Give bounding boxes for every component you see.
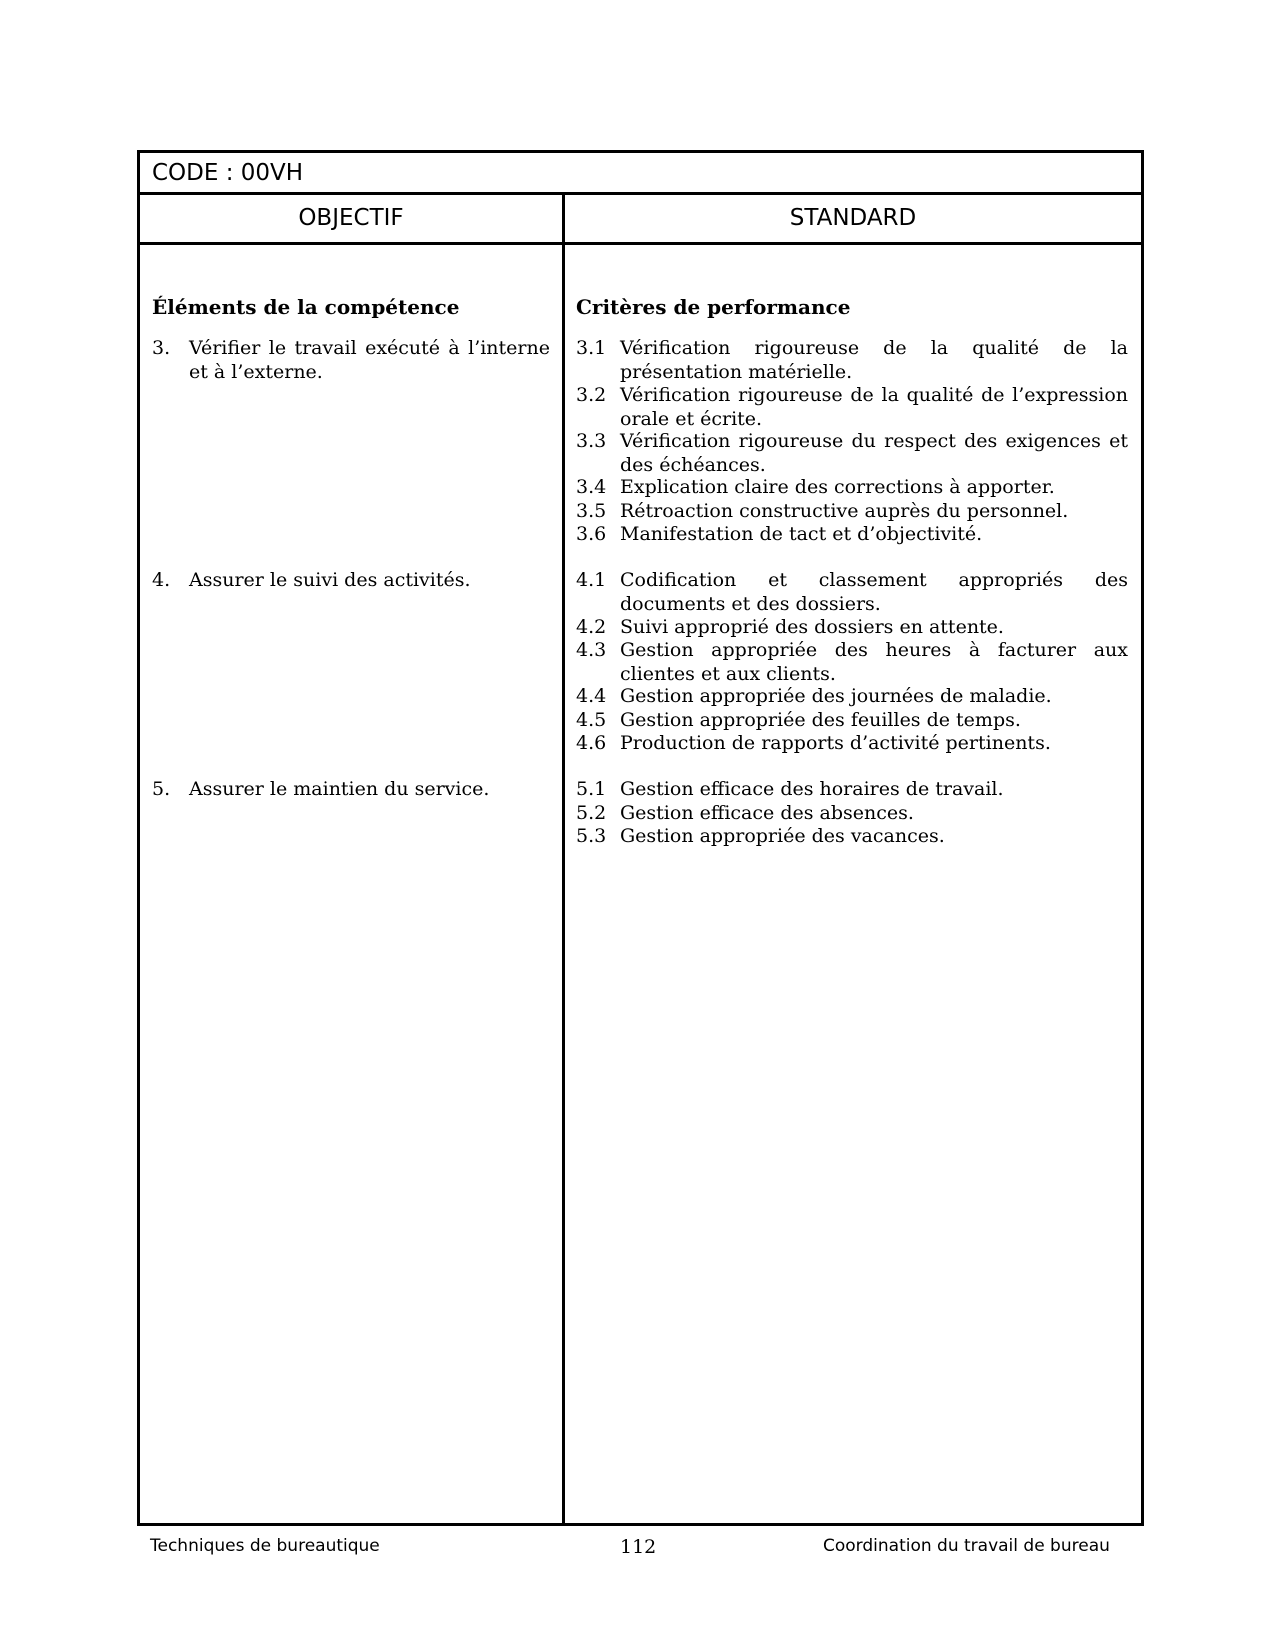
criterion-number: 3.6	[576, 523, 607, 545]
criterion-text: Suivi approprié des dossiers en attente.	[620, 616, 1004, 638]
criterion-item	[576, 429, 1128, 477]
criterion-item	[576, 708, 1128, 732]
criterion-item	[576, 731, 1128, 755]
standard-header: STANDARD	[789, 205, 917, 231]
criterion-item	[576, 684, 1128, 708]
criterion-text: Vérification rigoureuse du respect des exigences et des échéances.	[620, 430, 1128, 476]
criterion-item	[576, 615, 1128, 639]
element-text: Assurer le suivi des activités.	[189, 569, 471, 591]
element-item	[152, 777, 550, 801]
footer-page-number: 112	[620, 1536, 657, 1558]
criterion-text: Explication claire des corrections à apporter.	[620, 476, 1055, 498]
criterion-number: 5.3	[576, 825, 607, 847]
code-label: CODE : 00VH	[140, 153, 1141, 195]
criterion-number: 4.4	[576, 685, 607, 707]
column-header-row	[140, 195, 1141, 245]
criterion-number: 5.2	[576, 802, 607, 824]
element-number: 4.	[152, 569, 171, 591]
criterion-text: Rétroaction constructive auprès du personnel.	[620, 500, 1069, 522]
criterion-item	[576, 777, 1128, 801]
criterion-text: Production de rapports d’activité pertinents.	[620, 732, 1051, 754]
criterion-text: Vérification rigoureuse de la qualité de l’expression orale et écrite.	[620, 384, 1128, 430]
criterion-item	[576, 475, 1128, 499]
criterion-item	[576, 383, 1128, 431]
criterion-item	[576, 824, 1128, 848]
objectif-header: OBJECTIF	[298, 205, 404, 231]
criterion-item	[576, 499, 1128, 523]
criterion-number: 5.1	[576, 778, 607, 800]
criterion-item	[576, 801, 1128, 825]
footer-program: Techniques de bureautique	[150, 1536, 380, 1556]
criterion-number: 3.2	[576, 384, 607, 406]
criterion-item	[576, 522, 1128, 546]
element-number: 3.	[152, 337, 171, 359]
column-divider	[562, 195, 565, 1523]
criterion-number: 3.3	[576, 430, 607, 452]
criterion-text: Vérification rigoureuse de la qualité de la présentation matérielle.	[620, 337, 1128, 383]
criterion-text: Gestion appropriée des feuilles de temps.	[620, 709, 1021, 731]
criterion-item	[576, 568, 1128, 616]
criterion-text: Gestion efficace des horaires de travail.	[620, 778, 1004, 800]
criteria-title: Critères de performance	[576, 295, 851, 319]
criterion-text: Codification et classement appropriés des documents et des dossiers.	[620, 569, 1128, 615]
criterion-number: 4.2	[576, 616, 607, 638]
criterion-text: Gestion appropriée des journées de maladie.	[620, 685, 1052, 707]
criterion-text: Manifestation de tact et d’objectivité.	[620, 523, 983, 545]
element-text: Vérifier le travail exécuté à l’interne et à l’externe.	[189, 337, 550, 383]
criterion-number: 3.4	[576, 476, 607, 498]
criterion-number: 4.6	[576, 732, 607, 754]
elements-title: Éléments de la compétence	[152, 295, 460, 319]
criterion-text: Gestion appropriée des heures à facturer aux clientes et aux clients.	[620, 639, 1128, 685]
criterion-number: 3.1	[576, 337, 607, 359]
criterion-number: 3.5	[576, 500, 607, 522]
criterion-item	[576, 336, 1128, 384]
criterion-number: 4.5	[576, 709, 607, 731]
element-text: Assurer le maintien du service.	[189, 778, 490, 800]
criterion-number: 4.1	[576, 569, 607, 591]
criterion-item	[576, 638, 1128, 686]
criterion-text: Gestion efficace des absences.	[620, 802, 914, 824]
competency-table	[137, 150, 1144, 1526]
element-number: 5.	[152, 778, 171, 800]
criterion-number: 4.3	[576, 639, 607, 661]
element-item	[152, 568, 550, 592]
footer-course: Coordination du travail de bureau	[823, 1536, 1110, 1556]
element-item	[152, 336, 550, 384]
criterion-text: Gestion appropriée des vacances.	[620, 825, 945, 847]
